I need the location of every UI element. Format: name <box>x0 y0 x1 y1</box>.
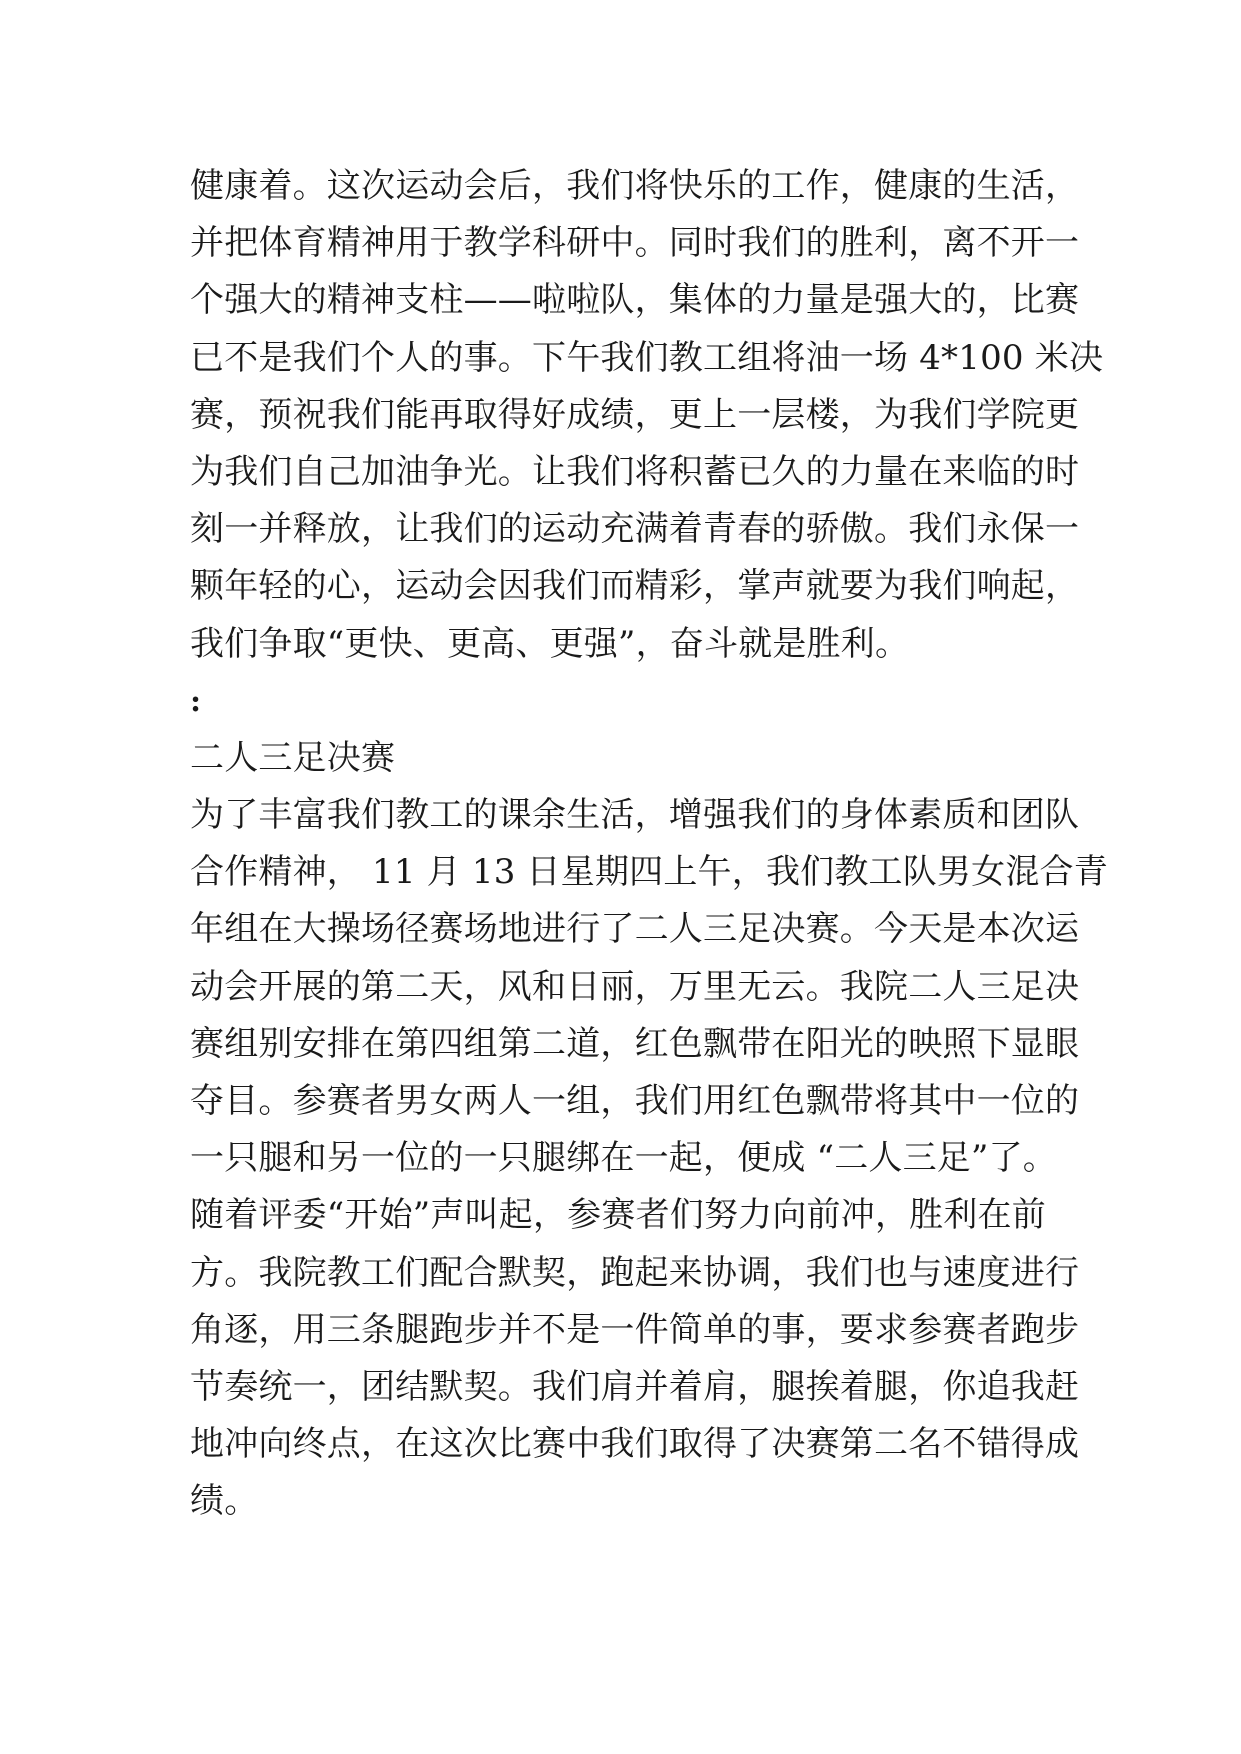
text-line: 方。我院教工们配合默契，跑起来协调，我们也与速度进行 <box>190 1252 1080 1293</box>
text-line: 已不是我们个人的事。下午我们教工组将油一场 4*100 米决 <box>190 337 1104 378</box>
paragraph-race-report <box>190 787 1108 1530</box>
text-line: 合作精神， 11 月 13 日星期四上午，我们教工队男女混合青 <box>190 852 1108 893</box>
text-line: 年组在大操场径赛场地进行了二人三足决赛。今天是本次运 <box>190 909 1080 950</box>
text-line: 赛，预祝我们能再取得好成绩，更上一层楼，为我们学院更 <box>190 394 1080 435</box>
text-line: 我们争取“更快、更高、更强”，奋斗就是胜利。 <box>190 623 910 664</box>
text-line: 角逐，用三条腿跑步并不是一件简单的事，要求参赛者跑步 <box>190 1309 1080 1350</box>
text-line: 健康着。这次运动会后，我们将快乐的工作，健康的生活， <box>190 166 1080 206</box>
section-heading: 二人三足决赛 <box>190 737 396 778</box>
text-line: 动会开展的第二天，风和日丽，万里无云。我院二人三足决 <box>190 966 1080 1007</box>
text-line: 并把体育精神用于教学科研中。同时我们的胜利，离不开一 <box>190 223 1080 264</box>
text-line: 为了丰富我们教工的课余生活，增强我们的身体素质和团队 <box>190 795 1080 836</box>
text-line: 随着评委“开始”声叫起，参赛者们努力向前冲，胜利在前 <box>190 1195 1046 1236</box>
text-line: 赛组别安排在第四组第二道，红色飘带在阳光的映照下显眼 <box>190 1023 1080 1064</box>
document-page <box>190 158 1108 1531</box>
text-line: 为我们自己加油争光。让我们将积蓄已久的力量在来临的时 <box>190 451 1080 492</box>
text-line: 地冲向终点，在这次比赛中我们取得了决赛第二名不错得成 <box>190 1424 1080 1465</box>
text-line: 节奏统一，团结默契。我们肩并着肩，腿挨着腿，你追我赶 <box>190 1366 1080 1407</box>
text-line: 个强大的精神支柱——啦啦队，集体的力量是强大的，比赛 <box>190 280 1080 321</box>
text-line: 刻一并释放，让我们的运动充满着青春的骄傲。我们永保一 <box>190 509 1080 550</box>
text-line: 夺目。参赛者男女两人一组，我们用红色飘带将其中一位的 <box>190 1081 1080 1121</box>
paragraph-closing-remarks <box>190 158 1104 673</box>
separator-colon: : <box>190 683 202 719</box>
text-line: 颗年轻的心，运动会因我们而精彩，掌声就要为我们响起， <box>190 566 1080 607</box>
text-line: 一只腿和另一位的一只腿绑在一起，便成 “二人三足”了。 <box>190 1138 1057 1179</box>
text-line: 绩。 <box>190 1481 259 1522</box>
